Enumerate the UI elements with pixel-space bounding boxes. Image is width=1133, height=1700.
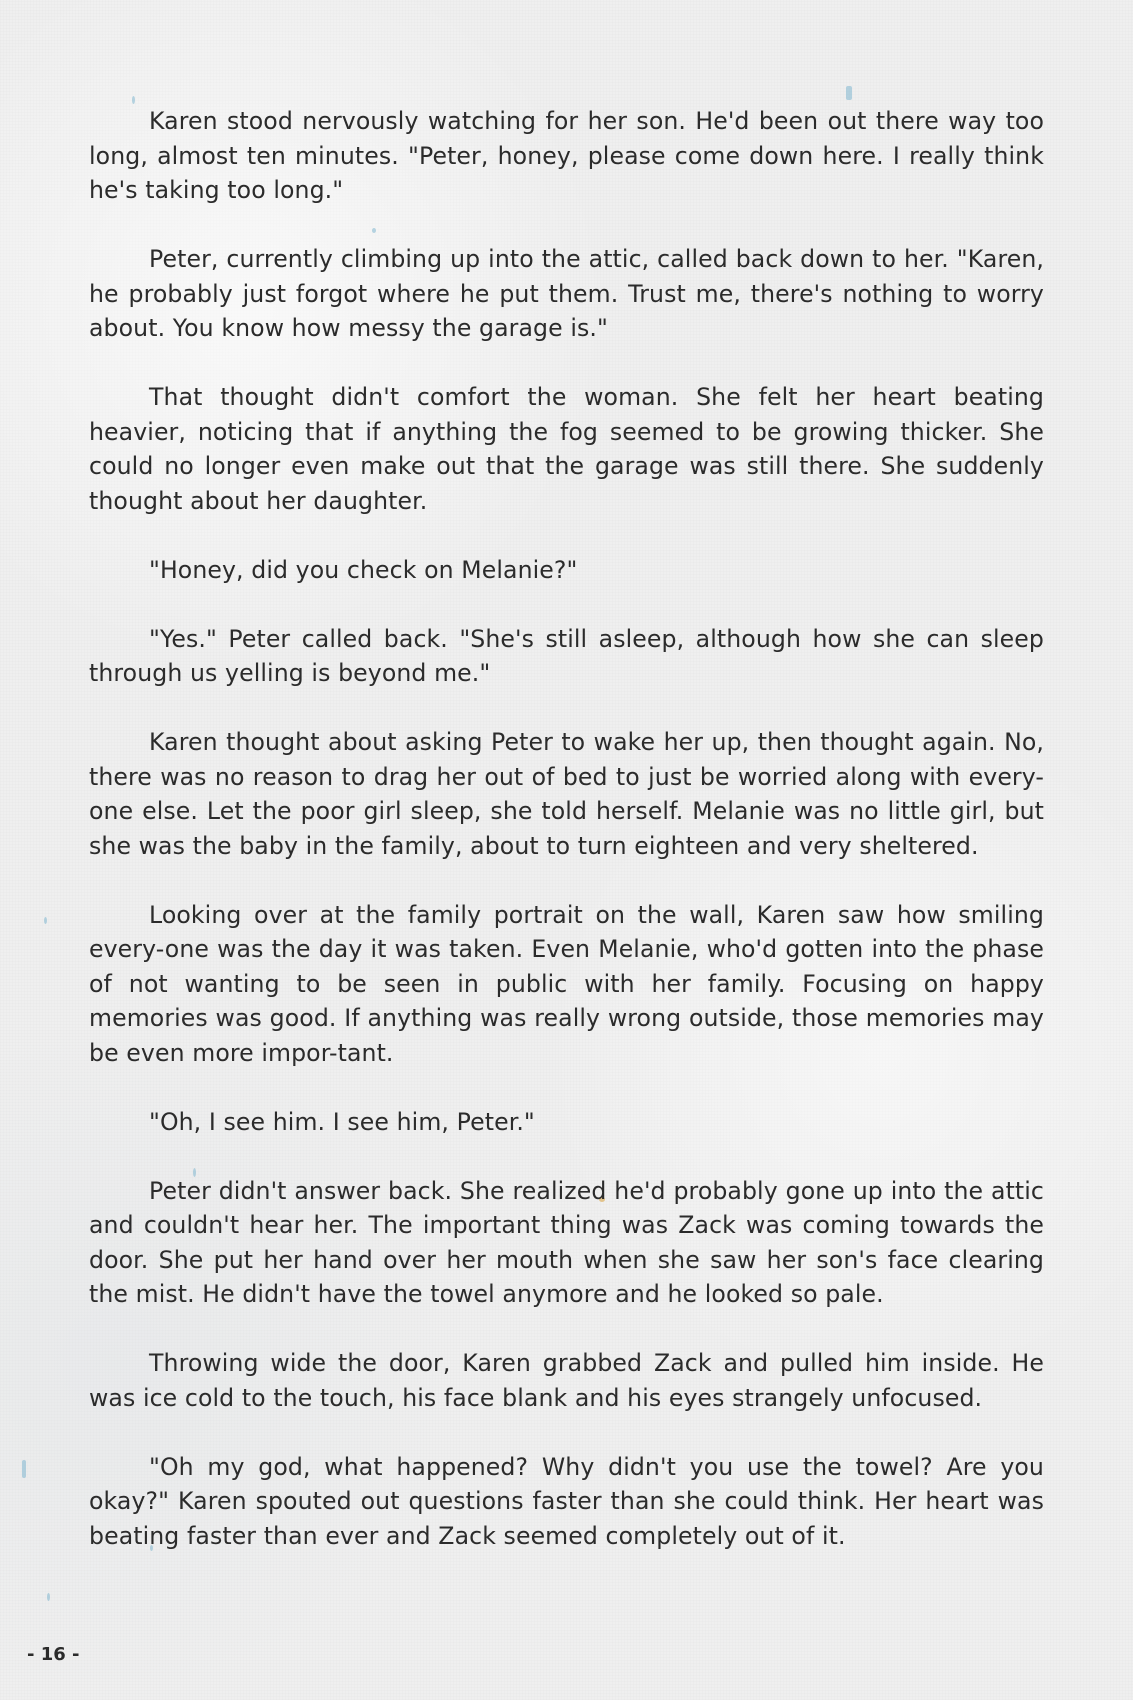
paper-speck (44, 917, 47, 924)
paragraph: "Honey, did you check on Melanie?" (149, 555, 578, 584)
paper-speck (22, 1460, 26, 1478)
paragraph: That thought didn't comfort the woman. She felt her heart beating heavier, noticing that if anything the fog seemed to be growing thicker. She could no longer even make out that the garage was still there. She suddenly thought about her daughter. (89, 383, 1044, 515)
paragraph: Peter, currently climbing up into the attic, called back down to her. "Karen, he probably just forgot where he put them. Trust me, there's nothing to worry about. You know how messy the garage is." (89, 245, 1044, 342)
story-text (89, 104, 1044, 1588)
paper-speck (846, 86, 852, 100)
paragraph: Throwing wide the door, Karen grabbed Zack and pulled him inside. He was ice cold to the touch, his face blank and his eyes strangely unfocused. (89, 1349, 1044, 1412)
paragraph: "Yes." Peter called back. "She's still asleep, although how she can sleep through us yelling is beyond me." (89, 624, 1044, 687)
paragraph: "Oh my god, what happened? Why didn't you use the towel? Are you okay?" Karen spouted out questions faster than she could think. Her heart was beating faster than ever and Zack seemed completely out of it. (89, 1452, 1044, 1550)
paragraph: "Oh, I see him. I see him, Peter." (149, 1107, 535, 1136)
paper-speck (47, 1593, 50, 1601)
paper-speck (132, 96, 135, 104)
paragraph: Karen stood nervously watching for her son. He'd been out there way too long, almost ten minutes. "Peter, honey, please come down here. I really think he's taking too long." (89, 107, 1044, 204)
paragraph: Peter didn't answer back. She realized he'd probably gone up into the attic and couldn't hear her. The important thing was Zack was coming towards the door. She put her hand over her mouth when she saw her son's face clearing the mist. He didn't have the towel anymore and he looked so pale. (89, 1176, 1044, 1308)
page-number: - 16 - (27, 1644, 80, 1665)
paragraph: Karen thought about asking Peter to wake her up, then thought again. No, there was no reason to drag her out of bed to just be worried along with every-one else. Let the poor girl sleep, she told herself. Melanie was no little girl, but she was the baby in the family, about to turn eighteen and very sheltered. (89, 728, 1044, 860)
paragraph: Looking over at the family portrait on the wall, Karen saw how smiling every-one was the day it was taken. Even Melanie, who'd gotten into the phase of not wanting to be seen in public with her family. Focusing on happy memories was good. If anything was really wrong outside, those memories may be even more impor-tant. (89, 900, 1044, 1067)
